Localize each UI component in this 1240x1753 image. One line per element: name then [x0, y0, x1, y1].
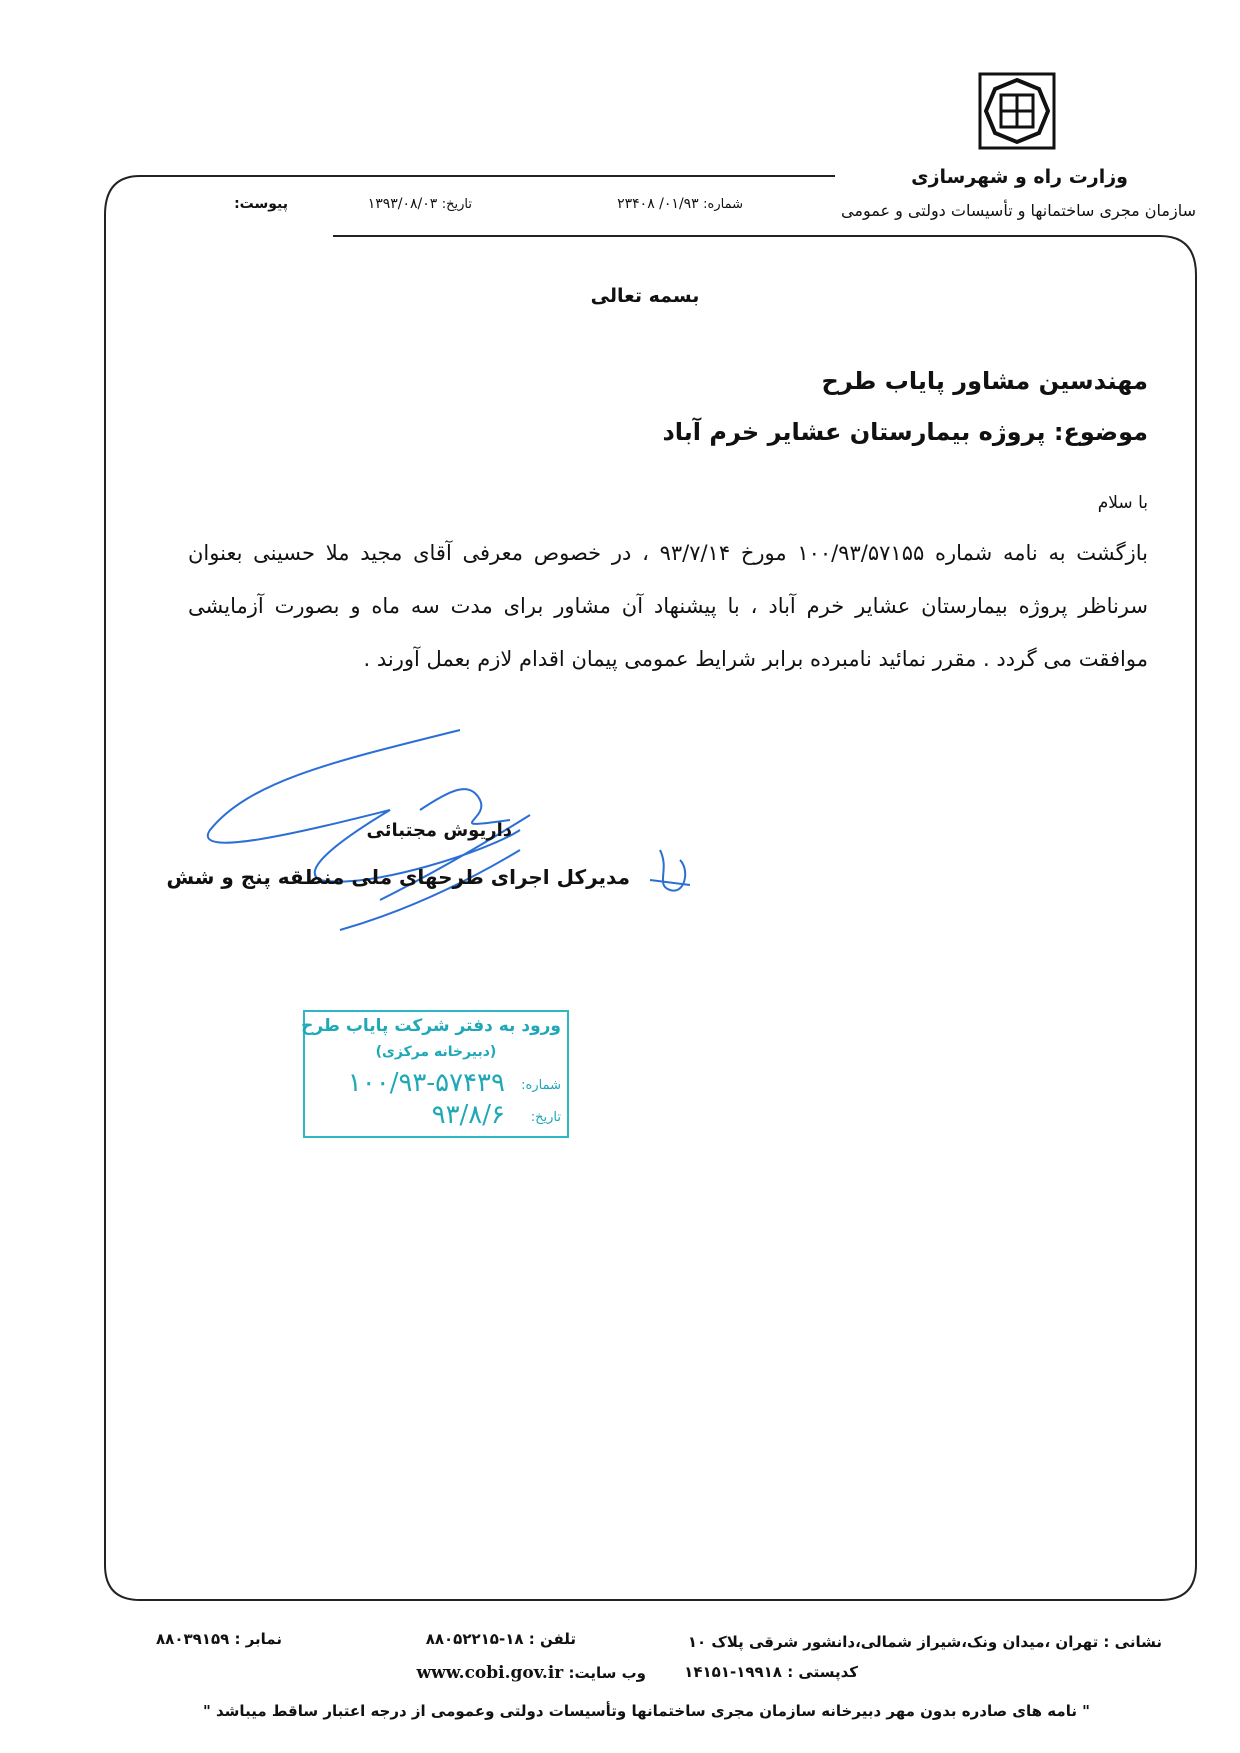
footer-website	[416, 1663, 646, 1683]
attachment-label: پیوست:	[234, 196, 288, 212]
signer-name: داریوش مجتبائی	[366, 820, 512, 841]
letter-number-label: شماره:	[703, 197, 743, 212]
stamp-title: ورود به دفتر شرکت پایاب طرح	[301, 1016, 561, 1036]
footer-notice: " نامه های صادره بدون مهر دبیرخانه سازمان مجری ساختمانها وتأسیسات دولتی وعمومی از درجه اعتبار ساقط میباشد "	[202, 1702, 1090, 1720]
footer-website-label: وب سایت:	[568, 1664, 646, 1682]
letter-body: بازگشت به نامه شماره ۱۰۰/۹۳/۵۷۱۵۵ مورخ ۹۳/۷/۱۴ ، در خصوص معرفی آقای مجید ملا حسینی بعنوان سرناظر پروژه بیمارستان عشایر خرم آباد ، با پیشنهاد آن مشاور برای مدت سه ماه و بصورت آزمایشی موافقت می گردد . مقرر نمائید نامبرده برابر شرایط عمومی پیمان اقدام لازم بعمل آورند .	[188, 541, 1148, 671]
organization-name: سازمان مجری ساختمانها و تأسیسات دولتی و عمومی	[841, 201, 1196, 220]
letter-number	[617, 196, 743, 212]
stamp-subtitle: (دبیرخانه مرکزی)	[375, 1044, 497, 1060]
stamp-number-value: ۱۰۰/۹۳-۵۷۴۳۹	[347, 1068, 505, 1098]
letter-date-label: تاریخ:	[441, 197, 472, 212]
stamp-number-label: شماره:	[521, 1078, 561, 1093]
receipt-stamp	[303, 1010, 569, 1138]
footer-postal-code: کدپستی : ۱۹۹۱۸-۱۴۱۵۱	[684, 1663, 858, 1681]
greeting: با سلام	[1097, 493, 1148, 513]
footer-address: نشانی : تهران ،میدان ونک،شیراز شمالی،دانشور شرقی پلاک ۱۰	[687, 1633, 1162, 1651]
bismillah-heading: بسمه تعالی	[590, 285, 700, 307]
ministry-logo-icon	[978, 72, 1056, 150]
subject: موضوع: پروژه بیمارستان عشایر خرم آباد	[662, 418, 1148, 446]
footer-fax: نمابر : ۸۸۰۳۹۱۵۹	[156, 1630, 282, 1648]
ministry-name: وزارت راه و شهرسازی	[911, 166, 1128, 188]
letter-date	[368, 196, 472, 212]
signer-title: مدیرکل اجرای طرحهای ملی منطقه پنج و شش	[166, 865, 630, 889]
letter-number-value: ۰۱/۹۳/ ۲۳۴۰۸	[617, 196, 699, 212]
stamp-date-value: ۹۳/۸/۶	[431, 1100, 505, 1130]
letter-date-value: ۱۳۹۳/۰۸/۰۳	[367, 196, 438, 212]
footer-phone: تلفن : ۱۸-۸۸۰۵۲۲۱۵	[425, 1630, 576, 1648]
footer-website-link[interactable]: www.cobi.gov.ir	[416, 1663, 564, 1683]
recipient: مهندسین مشاور پایاب طرح	[821, 367, 1148, 395]
stamp-date-label: تاریخ:	[530, 1110, 561, 1125]
